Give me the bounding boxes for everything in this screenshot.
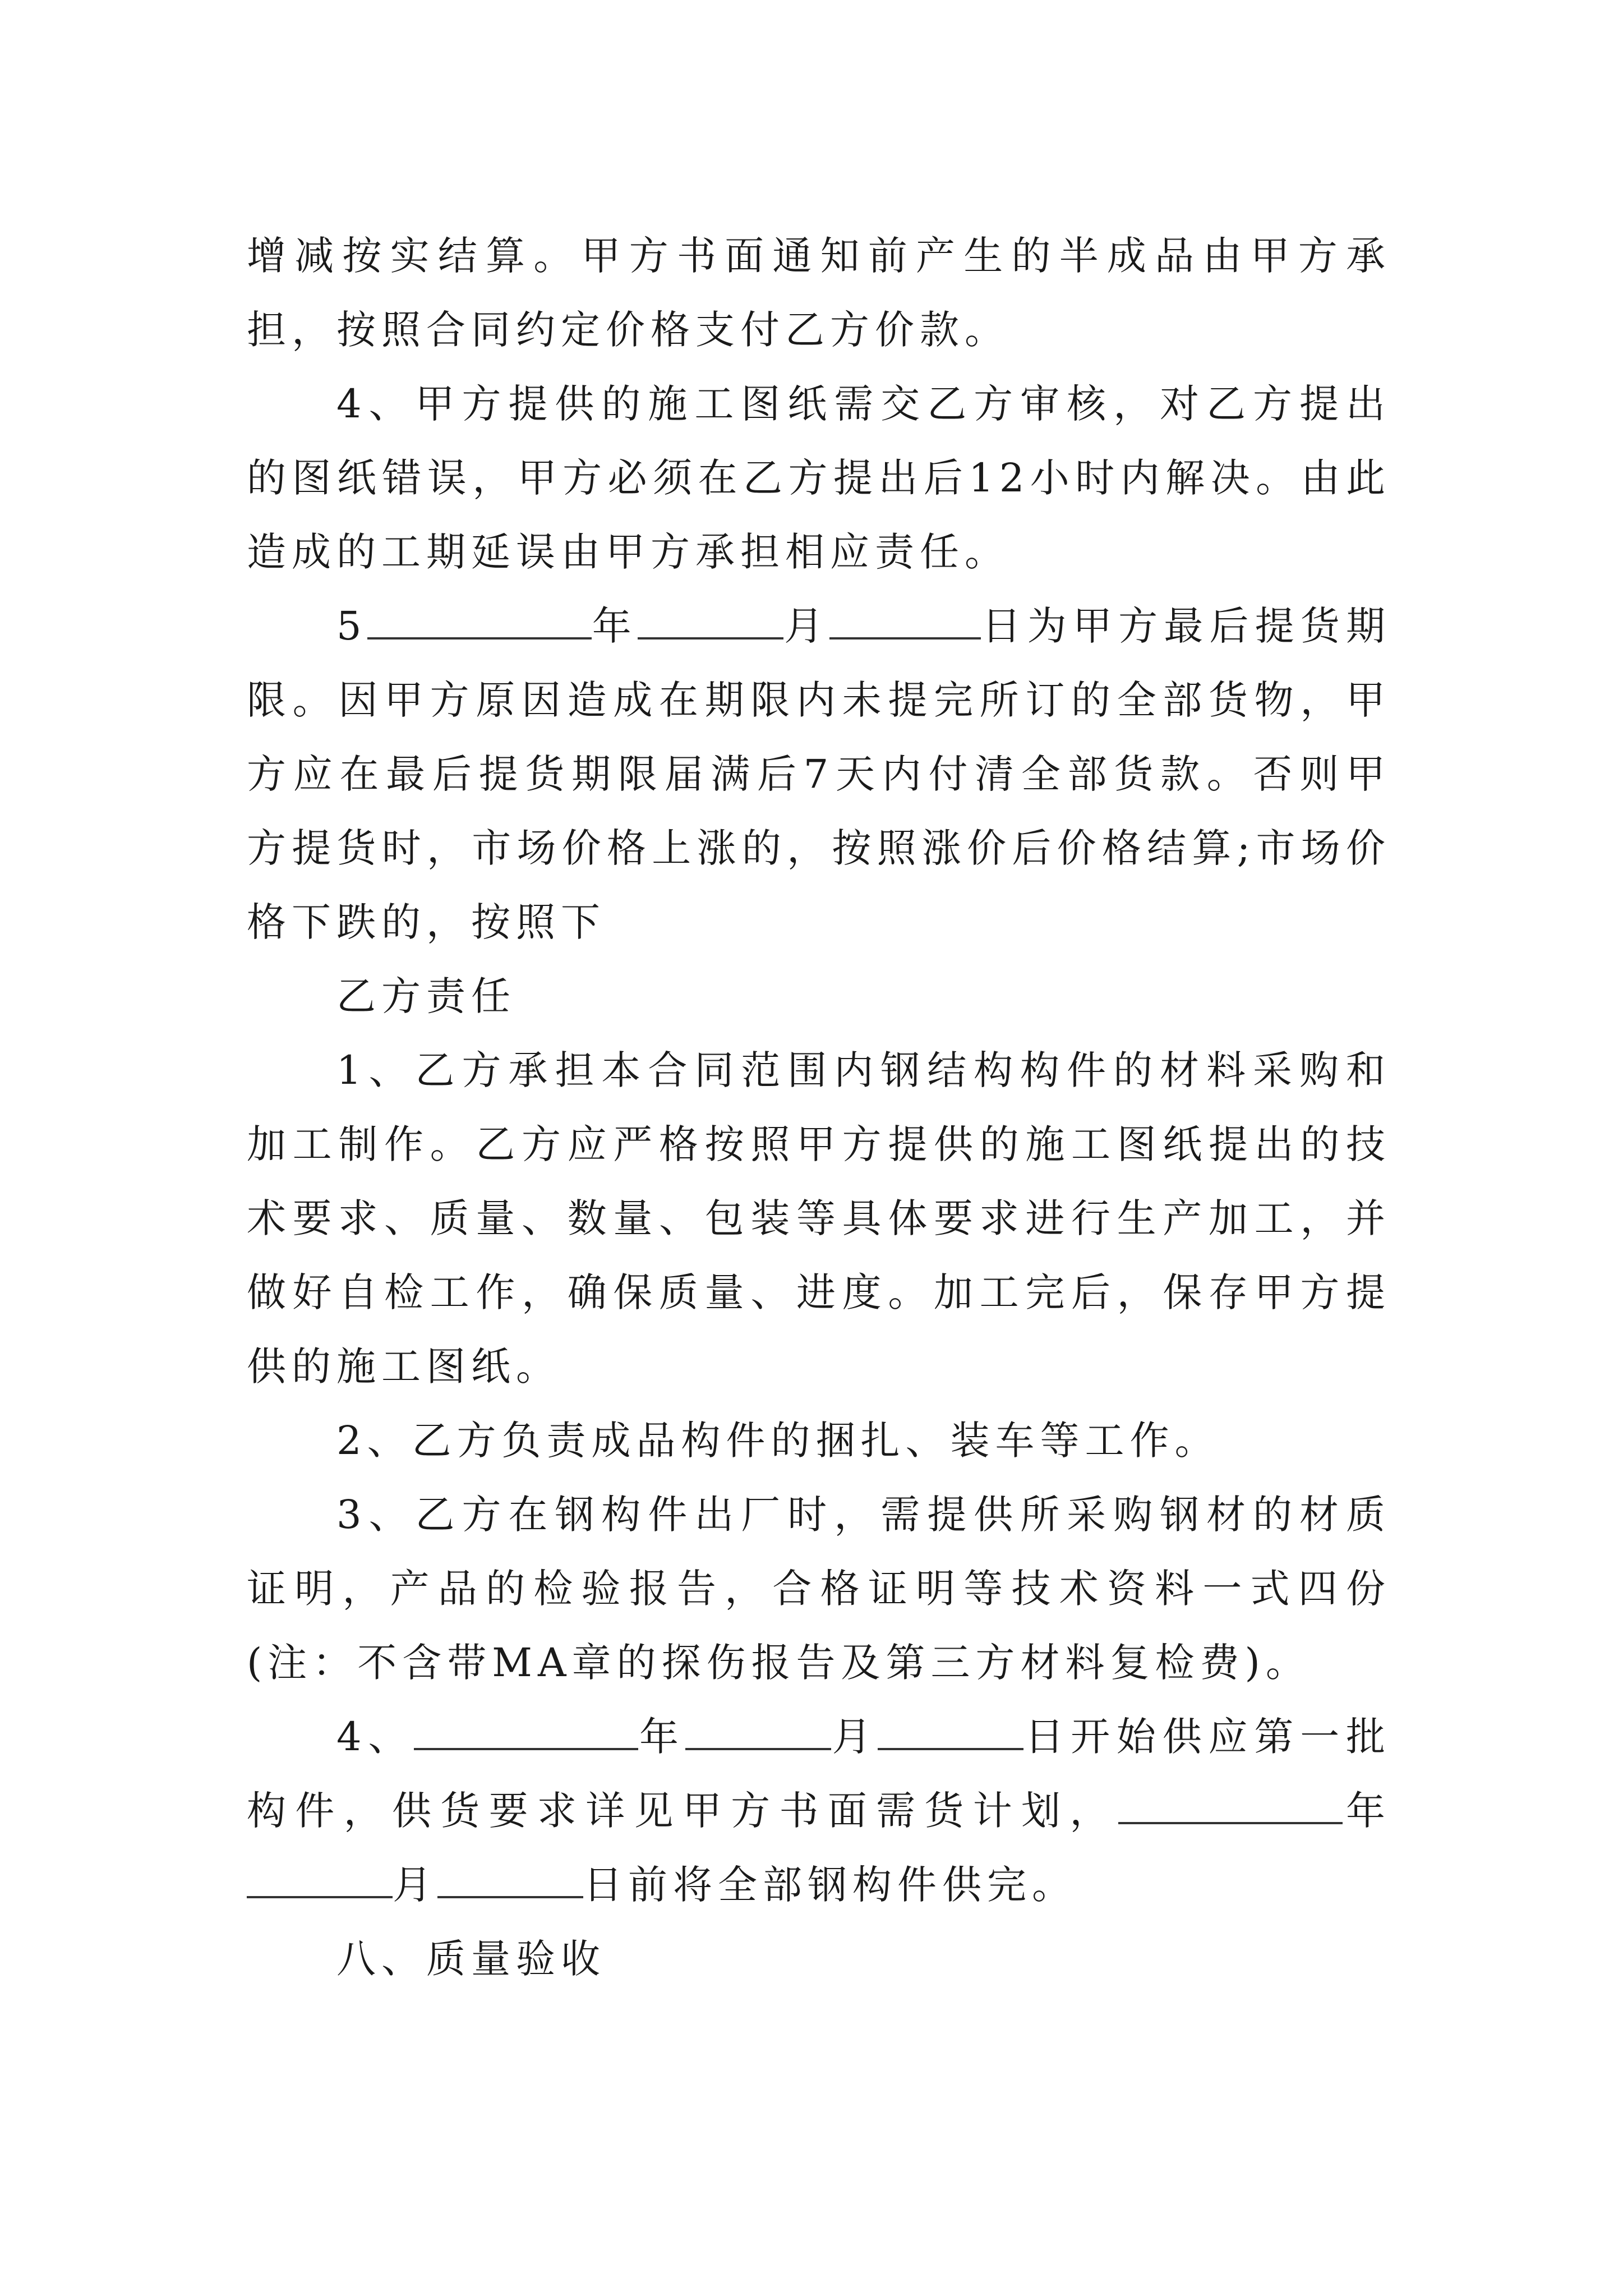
heading-section-8-quality-acceptance: 八、质量验收 [336,1936,606,1982]
end-month-blank [247,1857,393,1898]
end-year-blank [1118,1783,1343,1824]
clause-number: 5 [336,603,367,649]
paragraph-drawing-review: 4、甲方提供的施工图纸需交乙方审核，对乙方提出的图纸错误，甲方必须在乙方提出后12小时内解决。由此造成的工期延误由甲方承担相应责任。 [247,381,1391,575]
day-blank [829,598,981,639]
start-month-blank [685,1709,831,1750]
paragraph-settlement: 增减按实结算。甲方书面通知前产生的半成品由甲方承担，按照合同约定价格支付乙方价款。 [247,233,1391,353]
month-blank [638,598,783,639]
clause-number: 4、 [336,1714,414,1760]
paragraph-material-certificates: 3、乙方在钢构件出厂时，需提供所采购钢材的材质证明，产品的检验报告，合格证明等技术资料一式四份(注：不含带MA章的探伤报告及第三方材料复检费)。 [247,1492,1391,1686]
document-page [247,219,1391,1996]
paragraph-bundling-loading: 2、乙方负责成品构件的捆扎、装车等工作。 [336,1418,1220,1464]
year-blank [367,598,592,639]
start-year-blank [414,1709,638,1750]
paragraph-material-procurement: 1、乙方承担本合同范围内钢结构构件的材料采购和加工制作。乙方应严格按照甲方提供的施工图纸提出的技术要求、质量、数量、包装等具体要求进行生产加工，并做好自检工作，确保质量、进度。加工完后，保存甲方提供的施工图纸。 [247,1047,1391,1389]
start-day-blank [878,1709,1023,1750]
end-day-blank [437,1857,583,1898]
paragraph-final-pickup-deadline: 5 年 月 日为甲方最后提货期限。因甲方原因造成在期限内未提完所订的全部货物，甲方应在最后提货期限届满后7天内付清全部货款。否则甲方提货时，市场价格上涨的，按照涨价后价格结算;市场价格下跌的，按照下 [247,589,1391,959]
paragraph-supply-schedule: 4、 年 月 日开始供应第一批构件，供货要求详见甲方书面需货计划， 年月 日前将全部钢构件供完。 [247,1700,1391,1922]
heading-party-b-responsibility: 乙方责任 [336,973,516,1019]
